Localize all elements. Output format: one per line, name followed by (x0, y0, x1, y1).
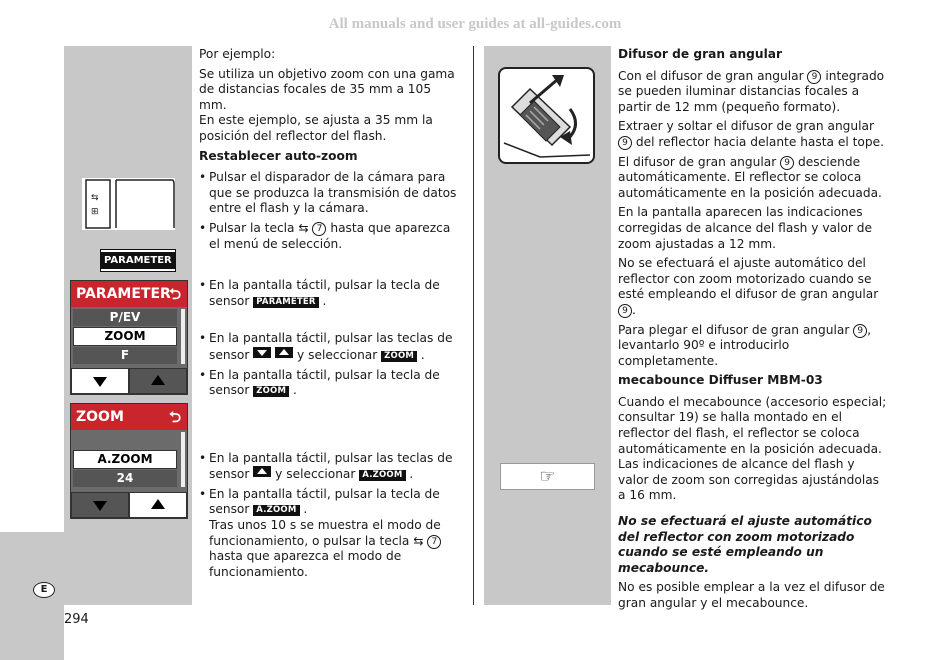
note-text: No se efectuará el ajuste automático del reflector con zoom motorizado cuando se esté empleando un mecabounce. (618, 514, 872, 575)
down-arrow-key-icon (253, 347, 271, 358)
bullet-text: hasta que aparezca el modo de funcionamiento. (209, 549, 402, 579)
zoom-menu-panel (70, 403, 188, 519)
svg-text:⊞: ⊞ (91, 207, 99, 217)
right-text-column (618, 47, 888, 616)
mode-key-icon: ⇆ (298, 220, 313, 235)
bullet-text: En la pantalla táctil, pulsar las teclas de sensor (209, 450, 453, 482)
left-text-column (199, 47, 461, 584)
bullet-text: En la pantalla táctil, pulsar las teclas de sensor (209, 331, 453, 362)
ref-number: 9 (780, 156, 794, 170)
ref-number: 9 (618, 304, 632, 318)
key-number: 7 (312, 222, 326, 236)
paragraph-text: Extraer y soltar el difusor de gran angular (618, 119, 874, 134)
menu-item-p-ev[interactable]: P/EV (73, 309, 177, 326)
svg-text:⇆: ⇆ (91, 193, 99, 203)
paragraph-text: integrado se pueden iluminar distancias focales a partir de 12 mm (pequeño formato). (618, 68, 885, 114)
bullet-press-key (199, 221, 461, 252)
fold-diffuser (618, 323, 888, 370)
bullet-text: En la pantalla táctil, pulsar la tecla de sensor (209, 486, 440, 517)
bullet-parameter: • En la pantalla táctil, pulsar la tecla de sensor PARAMETER . (199, 278, 461, 309)
watermark: All manuals and user guides at all-guides.com (328, 16, 622, 32)
up-arrow-key-icon (275, 347, 293, 358)
scroll-up-button[interactable] (129, 492, 187, 518)
ref-number: 9 (807, 70, 821, 84)
up-arrow-key-icon (253, 466, 271, 477)
zoom-key: ZOOM (253, 386, 289, 397)
zoom-menu-title: ZOOM (76, 409, 124, 425)
paragraph-text: desciende automáticamente. El reflector se coloca automáticamente en la posición adecuada. (618, 154, 882, 200)
no-auto-adjust: No se efectuará el ajuste automático del reflector con zoom motorizado cuando se esté empleando el difusor de gran angular 9 . (618, 256, 879, 317)
bullet-text: Tras unos 10 s se muestra el modo de funcionamiento, o pulsar la tecla (209, 518, 441, 548)
zoom-menu-header (71, 404, 187, 430)
scroll-down-button[interactable] (71, 492, 129, 518)
bullet-press-a-zoom: • En la pantalla táctil, pulsar la tecla de sensor A.ZOOM . Tras unos 10 s se muestra el modo de funcionamiento, o pulsar la tecla ⇆ 7 hasta que aparezca el modo de funcionamiento. (199, 487, 461, 581)
bullet-text: En la pantalla táctil, pulsar la tecla de sensor (209, 278, 440, 308)
paragraph-text: Con el difusor de gran angular (618, 68, 808, 83)
parameter-menu-title: PARAMETER (76, 286, 171, 302)
scroll-up-button[interactable] (129, 368, 187, 394)
a-zoom-key: A.ZOOM (359, 470, 405, 481)
diffuser-intro (618, 69, 888, 116)
bullet-select-a-zoom: • En la pantalla táctil, pulsar las teclas de sensor y seleccionar A.ZOOM . (199, 451, 461, 483)
parameter-label: PARAMETER (101, 250, 175, 271)
bullet-text: Pulsar la tecla (209, 220, 299, 235)
ref-number: 9 (853, 324, 867, 338)
example-setting: En este ejemplo, se ajusta a 35 mm la posición del reflector del flash. (199, 113, 433, 143)
return-icon[interactable]: ⮌ (168, 285, 181, 303)
a-zoom-key: A.ZOOM (253, 505, 299, 516)
bullet-release-shutter: • Pulsar el disparador de la cámara para que se produzca la transmisión de datos entre el flash y la cámara. (199, 170, 461, 217)
wide-angle-diffuser-illustration (498, 67, 595, 164)
paragraph-text: Para plegar el difusor de gran angular (618, 322, 854, 337)
parameter-menu-panel (70, 280, 188, 395)
paragraph-text: El difusor de gran angular (618, 154, 781, 169)
language-badge: E (33, 582, 55, 598)
bullet-text: y seleccionar (293, 347, 382, 362)
section-heading-wide-angle-diffuser: Difusor de gran angular (618, 47, 782, 61)
scrollbar[interactable] (181, 309, 185, 364)
paragraph-text: , levantarlo 90º e introducirlo completamente. (618, 322, 872, 368)
note-pointing-hand-icon: ☞ (500, 463, 595, 490)
bullet-text: En la pantalla táctil, pulsar la tecla de sensor (209, 367, 440, 398)
parameter-key: PARAMETER (253, 297, 318, 308)
scrollbar[interactable] (181, 432, 185, 487)
bottom-left-tab (0, 532, 64, 660)
zoom-key: ZOOM (381, 351, 417, 362)
example-intro: Por ejemplo: (199, 47, 276, 61)
return-icon[interactable]: ⮌ (168, 408, 181, 426)
page-number: 294 (64, 612, 89, 627)
example-paragraph: Se utiliza un objetivo zoom con una gama de distancias focales de 35 mm a 105 mm. (199, 66, 455, 112)
zoom-value: 24 (73, 470, 177, 487)
final-paragraph: No es posible emplear a la vez el difusor de gran angular y el mecabounce. (618, 580, 885, 610)
key-number: 7 (427, 535, 441, 549)
menu-item-f[interactable]: F (73, 347, 177, 364)
display-indication: En la pantalla aparecen las indicaciones corregidas de alcance del flash y valor de zoom ajustadas a 12 mm. (618, 205, 872, 251)
bullet-select-zoom: • En la pantalla táctil, pulsar las teclas de sensor y seleccionar ZOOM . (199, 331, 461, 363)
paragraph-text: del reflector hacia delante hasta el tope. (632, 134, 884, 149)
flash-display-illustration (82, 178, 175, 230)
parameter-menu-header (71, 281, 187, 307)
menu-item-zoom[interactable]: ZOOM (73, 327, 177, 346)
bullet-press-zoom: • En la pantalla táctil, pulsar la tecla de sensor ZOOM . (199, 368, 461, 399)
scroll-down-button[interactable] (71, 368, 129, 394)
diffuser-descends (618, 155, 888, 202)
bullet-text: hasta que aparezca el menú de selección. (209, 220, 451, 251)
section-heading-mecabounce: mecabounce Diffuser MBM-03 (618, 373, 823, 388)
paragraph-text: No se efectuará el ajuste automático del reflector con zoom motorizado cuando se esté empleando el difusor de gran angular (618, 256, 879, 302)
menu-item-a-zoom[interactable]: A.ZOOM (73, 450, 177, 469)
mecabounce-paragraph: Cuando el mecabounce (accesorio especial; consultar 19) se halla montado en el reflector del flash, el reflector se coloca automáticamente en la posición adecuada. Las indicaciones de alcance del flash y valor de zoom son corregidas ajustándolas a 16 mm. (618, 394, 887, 503)
diffuser-extract (618, 119, 888, 150)
ref-number: 9 (618, 136, 632, 150)
bullet-text: y seleccionar (271, 467, 360, 482)
column-divider (473, 46, 474, 605)
mode-key-icon: ⇆ (413, 533, 428, 548)
section-heading-reset-auto-zoom: Restablecer auto-zoom (199, 148, 358, 163)
